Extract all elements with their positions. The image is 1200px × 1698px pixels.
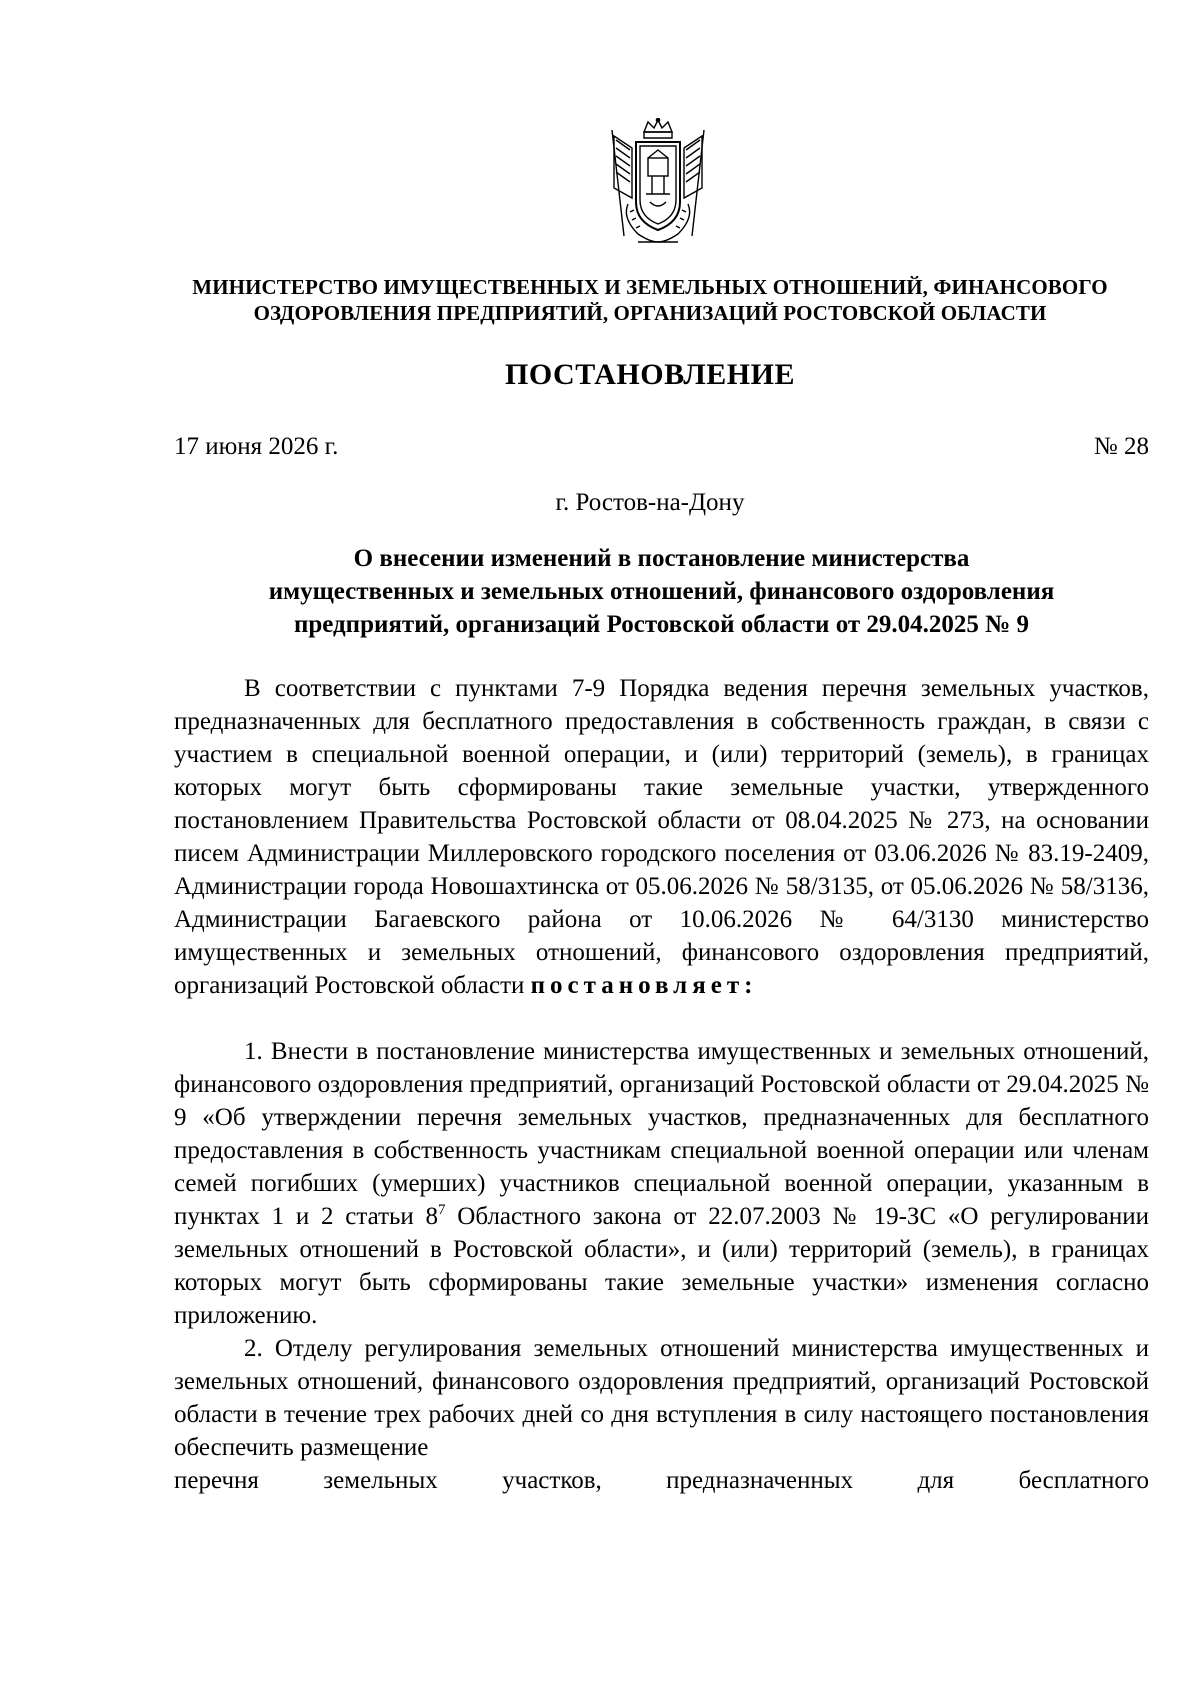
ministry-name-line-1: МИНИСТЕРСТВО ИМУЩЕСТВЕННЫХ И ЗЕМЕЛЬНЫХ ОТНОШЕНИЙ, ФИНАНСОВОГО: [192, 275, 1108, 299]
document-date: 17 июня 2026 г.: [174, 433, 339, 460]
item-1-paragraph: [174, 1035, 1149, 1332]
preamble-paragraph: [174, 672, 1149, 1002]
document-title-line-3: предприятий, организаций Ростовской области от 29.04.2025 № 9: [293, 611, 1030, 638]
document-title: [174, 542, 1149, 641]
ministry-name: [150, 274, 1150, 326]
document-body: [174, 672, 1149, 1497]
document-title-line-2: имущественных и земельных отношений, финансового оздоровления: [268, 578, 1055, 605]
item-2-text: 2. Отделу регулирования земельных отношений министерства имущественных и земельных отношений, финансового оздоровления предприятий, организаций Ростовской области в течение трех рабочих дней со дня вступления в силу настоящего постановления обеспечить размещение: [174, 1335, 1149, 1461]
item-2-paragraph: [174, 1332, 1149, 1497]
decree-word: постановляет:: [530, 972, 758, 999]
item-2-last-line: перечня земельных участков, предназначенных для бесплатного: [174, 1467, 1149, 1494]
document-city: г. Ростов-на-Дону: [555, 489, 745, 516]
item-1-text-continued: Областного закона от 22.07.2003 № 19-ЗС «О регулировании земельных отношений в Ростовской области», и (или) территорий (земель), в границах которых могут быть сформированы такие земельные участки» изменения согласно приложению.: [174, 1203, 1150, 1329]
item-1-superscript: 7: [438, 1202, 446, 1218]
preamble-text: В соответствии с пунктами 7-9 Порядка ведения перечня земельных участков, предназначенных для бесплатного предоставления в собственность граждан, в связи с участием в специальной военной операции, и (или) территорий (земель), в границах которых могут быть сформированы такие земельные участки, утвержденного постановлением Правительства Ростовской области от 08.04.2025 № 273, на основании писем Администрации Миллеровского городского поселения от 03.06.2026 № 83.19-2409, Администрации города Новошахтинска от 05.06.2026 № 58/3135, от 05.06.2026 № 58/3136, Администрации Багаевского района от 10.06.2026 № 64/3130 министерство имущественных и земельных отношений, финансового оздоровления предприятий, организаций Ростовской области: [174, 675, 1149, 999]
rostov-oblast-coat-of-arms-icon: [602, 118, 714, 246]
document-number: № 28: [1093, 433, 1149, 460]
document-title-line-1: О внесении изменений в постановление министерства: [353, 545, 970, 572]
item-1-text: 1. Внести в постановление министерства имущественных и земельных отношений, финансового оздоровления предприятий, организаций Ростовской области от 29.04.2025 № 9 «Об утверждении перечня земельных участков, предназначенных для бесплатного предоставления в собственность участникам специальной военной операции или членам семей погибших (умерших) участников специальной военной операции, указанным в пунктах 1 и 2 статьи 8: [174, 1038, 1149, 1230]
document-type-heading: ПОСТАНОВЛЕНИЕ: [505, 358, 795, 391]
ministry-name-line-2: ОЗДОРОВЛЕНИЯ ПРЕДПРИЯТИЙ, ОРГАНИЗАЦИЙ РОСТОВСКОЙ ОБЛАСТИ: [253, 301, 1047, 325]
